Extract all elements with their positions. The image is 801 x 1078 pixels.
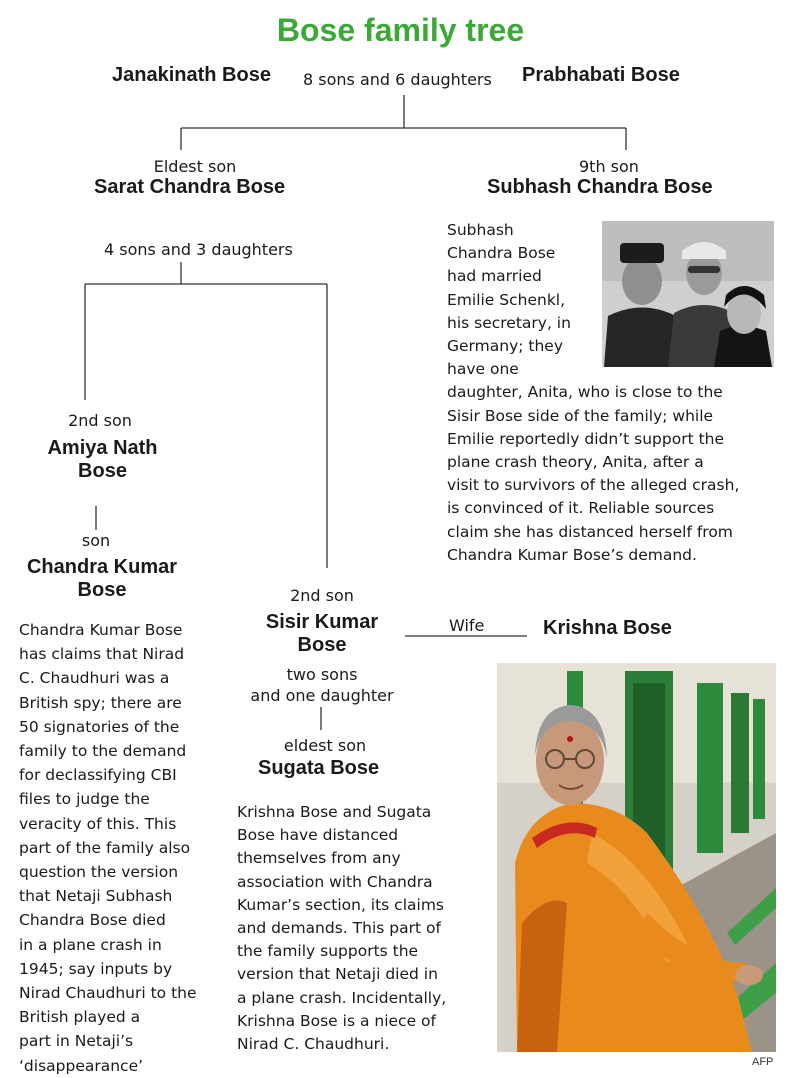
subhash-bio-line: is convinced of it. Reliable sources bbox=[447, 499, 715, 518]
person-janakinath-bose: Janakinath Bose bbox=[112, 64, 271, 86]
subhash-bio-line: plane crash theory, Anita, after a bbox=[447, 453, 704, 472]
wife-label: Wife bbox=[449, 616, 485, 635]
sisir-name-line: Bose bbox=[297, 634, 347, 656]
sugata-bio-line: Kumar’s section, its claims bbox=[237, 895, 444, 914]
subhash-bio-line: Germany; they bbox=[447, 337, 564, 356]
subhash-bio-line: claim she has distanced herself from bbox=[447, 522, 733, 541]
subhash-bio-line: Chandra Kumar Bose’s demand. bbox=[447, 545, 697, 564]
chandra-kumar-bio-line: files to judge the bbox=[19, 790, 150, 809]
amiya-name-line: Amiya Nath bbox=[47, 437, 158, 459]
chandra-kumar-relation: son bbox=[81, 531, 111, 550]
subhash-bio-line: daughter, Anita, who is close to the bbox=[447, 383, 723, 402]
subhash-family-photo bbox=[602, 221, 774, 367]
chandra-kumar-bio-line: has claims that Nirad bbox=[19, 645, 185, 664]
sugata-bio-line: Bose have distanced bbox=[237, 826, 399, 845]
chandra-kumar-name-line: Bose bbox=[77, 579, 127, 601]
subhash-bio-line: Subhash bbox=[447, 221, 514, 239]
sarat-children-note: 4 sons and 3 daughters bbox=[104, 240, 293, 259]
sugata-bio-line: version that Netaji died in bbox=[237, 965, 438, 984]
sisir-name-line: Sisir Kumar bbox=[265, 611, 379, 633]
chandra-kumar-bio-line: British spy; there are bbox=[19, 693, 182, 712]
chandra-kumar-bio-line: ‘disappearance’ bbox=[19, 1056, 144, 1075]
chandra-kumar-bio-line: Chandra Kumar Bose bbox=[19, 621, 183, 639]
person-krishna-bose: Krishna Bose bbox=[543, 617, 672, 639]
subhash-bio-line: Sisir Bose side of the family; while bbox=[447, 406, 714, 425]
person-chandra-kumar-bose bbox=[10, 556, 194, 602]
chandra-kumar-bio-line: British played a bbox=[19, 1008, 141, 1027]
amiya-relation: 2nd son bbox=[68, 411, 132, 430]
sisir-relation: 2nd son bbox=[290, 586, 354, 605]
photo-credit: AFP bbox=[752, 1056, 774, 1068]
subhash-bio-line: Chandra Bose bbox=[447, 244, 556, 263]
person-sisir-kumar-bose bbox=[228, 611, 416, 657]
sarat-relation: Eldest son bbox=[153, 157, 237, 176]
chandra-kumar-bio-line: 50 signatories of the bbox=[19, 717, 180, 736]
subhash-bio-line: had married bbox=[447, 267, 542, 286]
sugata-bio bbox=[237, 801, 482, 1056]
chandra-kumar-bio bbox=[19, 618, 219, 1078]
sugata-bio-line: Krishna Bose and Sugata bbox=[237, 803, 432, 821]
chandra-kumar-bio-line: Nirad Chaudhuri to the bbox=[19, 984, 197, 1003]
sugata-relation: eldest son bbox=[283, 736, 367, 755]
chandra-kumar-bio-line: part in Netaji’s bbox=[19, 1032, 134, 1051]
subhash-relation: 9th son bbox=[579, 157, 639, 176]
chandra-kumar-bio-line: Chandra Bose died bbox=[19, 911, 166, 930]
chandra-kumar-bio-line: question the version bbox=[19, 863, 179, 882]
chandra-kumar-bio-line: C. Chaudhuri was a bbox=[19, 669, 170, 688]
person-sugata-bose: Sugata Bose bbox=[258, 757, 380, 779]
subhash-bio-line: have one bbox=[447, 360, 519, 379]
chandra-kumar-bio-line: in a plane crash in bbox=[19, 935, 162, 954]
sugata-bio-line: a plane crash. Incidentally, bbox=[237, 988, 447, 1007]
parents-children-note: 8 sons and 6 daughters bbox=[303, 70, 492, 89]
sisir-children-line: two sons bbox=[286, 665, 358, 684]
subhash-bio-line: Emilie reportedly didn’t support the bbox=[447, 429, 725, 448]
krishna-bose-photo bbox=[497, 663, 776, 1052]
amiya-name-line: Bose bbox=[78, 460, 127, 482]
subhash-bio-line: Emilie Schenkl, bbox=[447, 290, 566, 309]
person-amiya-nath-bose bbox=[20, 437, 185, 483]
sisir-children-line: and one daughter bbox=[250, 686, 394, 705]
chandra-kumar-bio-line: family to the demand bbox=[19, 742, 187, 761]
sugata-bio-line: association with Chandra bbox=[237, 872, 433, 891]
sisir-children-note bbox=[238, 664, 406, 706]
person-prabhabati-bose: Prabhabati Bose bbox=[522, 64, 680, 86]
krishna-bose-photo-drawing bbox=[497, 663, 776, 1052]
subhash-bio-line: his secretary, in bbox=[447, 313, 571, 332]
person-sarat-chandra-bose: Sarat Chandra Bose bbox=[94, 176, 286, 198]
subhash-bio-line: visit to survivors of the alleged crash, bbox=[447, 476, 740, 495]
chandra-kumar-bio-line: part of the family also bbox=[19, 838, 191, 857]
chandra-kumar-name-line: Chandra Kumar bbox=[26, 556, 178, 578]
sugata-bio-line: themselves from any bbox=[237, 849, 401, 868]
sugata-bio-line: Krishna Bose is a niece of bbox=[237, 1011, 436, 1030]
chandra-kumar-bio-line: for declassifying CBI bbox=[19, 766, 177, 785]
chandra-kumar-bio-line: veracity of this. This bbox=[19, 814, 177, 833]
subhash-family-photo-drawing bbox=[602, 221, 774, 367]
sugata-bio-line: the family supports the bbox=[237, 942, 419, 961]
page-title: Bose family tree bbox=[276, 12, 525, 48]
chandra-kumar-bio-line: 1945; say inputs by bbox=[19, 959, 173, 978]
chandra-kumar-bio-line: that Netaji Subhash bbox=[19, 887, 173, 906]
person-subhash-chandra-bose: Subhash Chandra Bose bbox=[487, 176, 713, 198]
sugata-bio-line: and demands. This part of bbox=[237, 919, 441, 938]
sugata-bio-line: Nirad C. Chaudhuri. bbox=[237, 1035, 390, 1054]
